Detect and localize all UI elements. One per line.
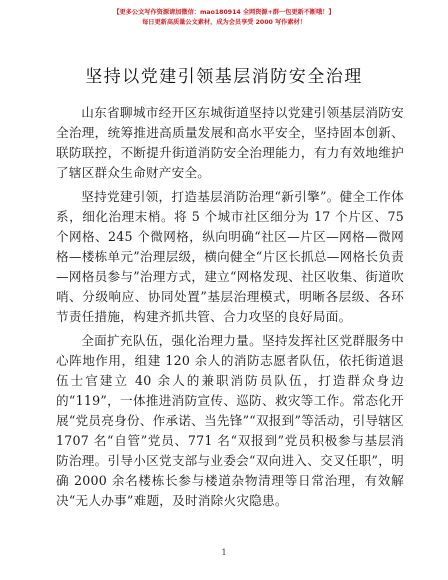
paragraph-intro: 山东省聊城市经开区东城街道坚持以党建引领基层消防安全治理，统筹推进高质量发展和高水平安全，坚持固本创新、联防联控，不断提升街道消防安全治理能力，有力有效地维护了辖区群众生命财产安全。 bbox=[56, 105, 404, 180]
document-title: 坚持以党建引领基层消防安全治理 bbox=[85, 67, 363, 87]
promo-banner-line-2: 每日更新高质量公文素材，成为会员享受 2000 写作素材！ bbox=[142, 19, 306, 26]
paragraph-team-expansion: 全面扩充队伍，强化治理力量。坚持发挥社区党群服务中心阵地作用，组建 120 余人的消防志愿者队伍，依托街道退伍士官建立 40 余人的兼职消防员队伍，打造群众身边的“119”，一体推进消防宣传、巡防、救灾等工作。常态化开展“党员亮身份、作承诺、当先锋”“双报到”等活动，引导辖区 1707 名“自管”党员、771 名“双报到”党员积极参与基层消防治理。引导小区党支部与业委会“双向进入、交叉任职”，明确 2000 余名楼栋长参与楼道杂物清理等日常治理，有效解决“无人办事”难题，及时消除火灾隐患。 bbox=[56, 333, 404, 508]
document-body bbox=[56, 103, 404, 515]
paragraph-party-leadership: 坚持党建引领，打造基层消防治理“新引擎”。健全工作体系，细化治理末梢。将 5 个城市社区细分为 17 个片区、75 个网格、245 个微网格，纵向明确“社区—片区—网格—微网格—楼栋单元”治理层级，横向健全“片区长抓总—网格长负责—网格员参与”治理方式，建立“网格发现、社区收集、街道吹哨、分级响应、协同处置”基层治理模式，明晰各层级、各环节责任措施，构建齐抓共管、合力攻坚的良好局面。 bbox=[56, 189, 404, 324]
promo-banner bbox=[0, 8, 448, 28]
promo-banner-line-1: 【更多公文写作资源请加微信：mao180914 全网资源+群一包更新不断哦！】 bbox=[113, 9, 335, 16]
page-number: 1 bbox=[221, 548, 227, 557]
